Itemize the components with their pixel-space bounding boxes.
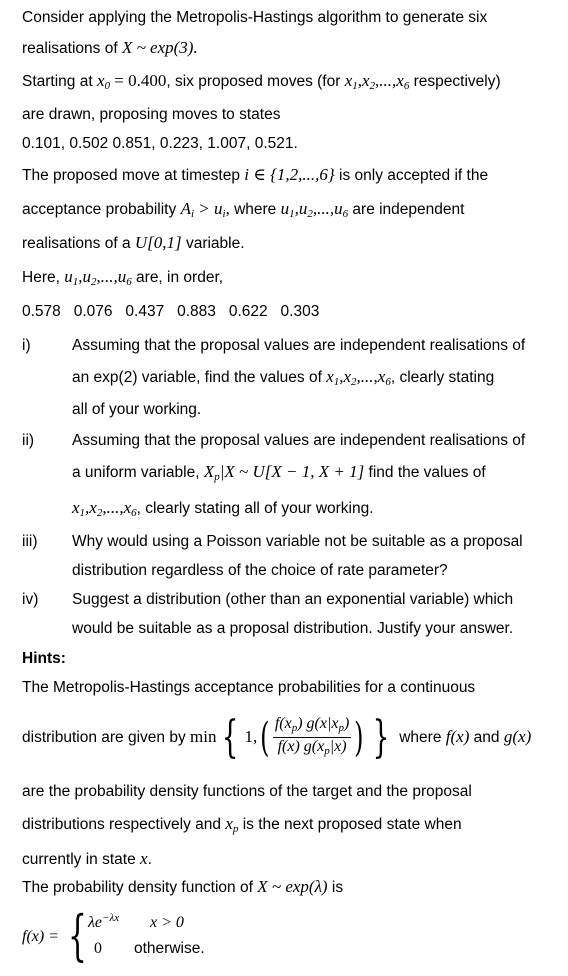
acceptance-ratio: $\frac{f(x_p) g(x|x_p)}{f(x) g(x_p|x)}$ [274, 715, 350, 758]
question-iv-line-1: Suggest a distribution (other than an exponential variable) which [72, 591, 514, 608]
intro-line-2 [22, 38, 198, 59]
question-i-label: i) [22, 337, 31, 354]
question-ii-line-1: Assuming that the proposal values are independent realisations of [72, 432, 526, 449]
intro-line-3-post: respectively) [413, 73, 501, 90]
intro-line-8-pre: realisations of a [22, 235, 131, 252]
f-of-x: f(x) [445, 727, 470, 746]
intro-line-1: Consider applying the Metropolis-Hastings algorithm to generate six [22, 9, 488, 26]
x0-symbol: $x_0$ [96, 71, 111, 92]
left-brace: { [222, 711, 239, 763]
uniform-values: 0.578 0.076 0.437 0.883 0.622 0.303 [22, 303, 320, 320]
hints-line-6-post: is [331, 879, 344, 896]
right-brace: } [372, 711, 390, 763]
hints-line-5: currently in state x. [22, 849, 152, 868]
intro-line-9 [22, 267, 223, 292]
hints-line-6-pre: The probability density function of [22, 879, 253, 896]
intro-line-7-pre: acceptance probability [22, 201, 177, 218]
x-sequence-q2: $x_1,x_2,...,x_6$ [72, 498, 137, 519]
question-ii-line-2: a uniform variable, $X_p|X$ ~ U[X − 1, X + 1] find the values of [72, 462, 486, 483]
intro-line-7: acceptance probability $A_i > u_i$, where $u_1,u_2,...,u_6$ are independent [22, 199, 465, 220]
acceptance-condition: $A_i > u_i$ [180, 199, 226, 220]
hints-line-4-pre: distributions respectively and [22, 816, 222, 833]
intro-line-4: are drawn, proposing moves to states [22, 106, 281, 123]
exp-lambda: X ~ exp(λ) [257, 877, 328, 896]
proposed-states: 0.101, 0.502 0.851, 0.223, 1.007, 0.521. [22, 135, 298, 152]
hints-and: and [473, 729, 500, 746]
min-operator: min [190, 727, 217, 746]
question-iv-line-2: would be suitable as a proposal distribution. Justify your answer. [72, 620, 514, 637]
intro-line-3 [22, 71, 501, 96]
state-x: x [140, 849, 148, 868]
pdf-case-2-cond: otherwise. [134, 940, 205, 957]
hints-heading: Hints: [22, 650, 66, 667]
hints-line-2-pre: distribution are given by [22, 729, 186, 746]
intro-line-9-pre: Here, [22, 269, 60, 286]
x-sequence: $x_1,x_2,...,x_6$ [344, 71, 410, 92]
u-sequence-2: $u_1,u_2,...,u_6$ [64, 267, 132, 288]
intro-line-3-mid: , six proposed moves (for [166, 73, 341, 90]
intro-line-6-post: is only accepted if the [339, 167, 489, 184]
intro-line-8 [22, 233, 245, 254]
uniform-dist: U[0,1] [134, 233, 182, 252]
question-ii-label: ii) [22, 432, 35, 449]
hints-line-4 [22, 814, 462, 839]
pdf-case-2-expr: 0 [94, 940, 102, 957]
intro-line-8-post: variable. [185, 235, 245, 252]
hints-line-1: The Metropolis-Hastings acceptance probabilities for a continuous [22, 679, 476, 696]
xp-symbol: $x_p$ [225, 814, 239, 835]
where-text: where [234, 201, 277, 218]
pdf-lhs: f(x) = [22, 928, 59, 945]
intro-distribution: X ~ exp(3). [121, 38, 198, 57]
pdf-definition [22, 904, 282, 968]
pdf-case-1-expr: $\lambda e^{-\lambda x}$ [88, 912, 120, 931]
g-of-x: g(x) [503, 727, 532, 746]
question-iii-label: iii) [22, 533, 38, 550]
intro-line-6 [22, 165, 488, 186]
pdf-brace: { [68, 904, 87, 967]
timestep-set: i ∈ {1,2,...,6} [244, 165, 335, 184]
intro-line-6-pre: The proposed move at timestep [22, 167, 240, 184]
u-sequence: $u_1,u_2,...,u_6$ [280, 199, 349, 220]
right-paren: ) [354, 714, 364, 761]
question-iv-label: iv) [22, 591, 39, 608]
hints-line-3: are the probability density functions of the target and the proposal [22, 783, 472, 800]
intro-line-2-text: realisations of [22, 40, 118, 57]
question-i-line-1: Assuming that the proposal values are independent realisations of [72, 337, 526, 354]
question-ii-line-3: $x_1,x_2,...,x_6$, clearly stating all of your working. [72, 498, 374, 519]
one-symbol: 1, [244, 727, 258, 746]
intro-line-3-pre: Starting at [22, 73, 93, 90]
hints-line-2 [22, 709, 531, 765]
intro-line-7-post: are independent [352, 201, 465, 218]
intro-line-9-post: are, in order, [136, 269, 224, 286]
hints-where: where [399, 729, 442, 746]
uniform-proposal: $X_p|X$ ~ U[X − 1, X + 1] [203, 462, 365, 483]
question-i-line-2: an exp(2) variable, find the values of $x_1,x_2,...,x_6$, clearly stating [72, 367, 495, 388]
hints-line-4-post: is the next proposed state when [242, 816, 462, 833]
question-iii-line-1: Why would using a Poisson variable not be suitable as a proposal [72, 533, 523, 550]
left-paren: ( [260, 714, 270, 761]
x0-value: = 0.400 [110, 71, 167, 90]
x-sequence-q1: $x_1,x_2,...,x_6$ [326, 367, 391, 388]
question-i-line-3: all of your working. [72, 401, 202, 418]
question-iii-line-2: distribution regardless of the choice of rate parameter? [72, 562, 448, 579]
hints-line-6 [22, 877, 343, 898]
hints-line-5-pre: currently in state [22, 851, 136, 868]
pdf-case-1-cond: x > 0 [150, 914, 184, 931]
